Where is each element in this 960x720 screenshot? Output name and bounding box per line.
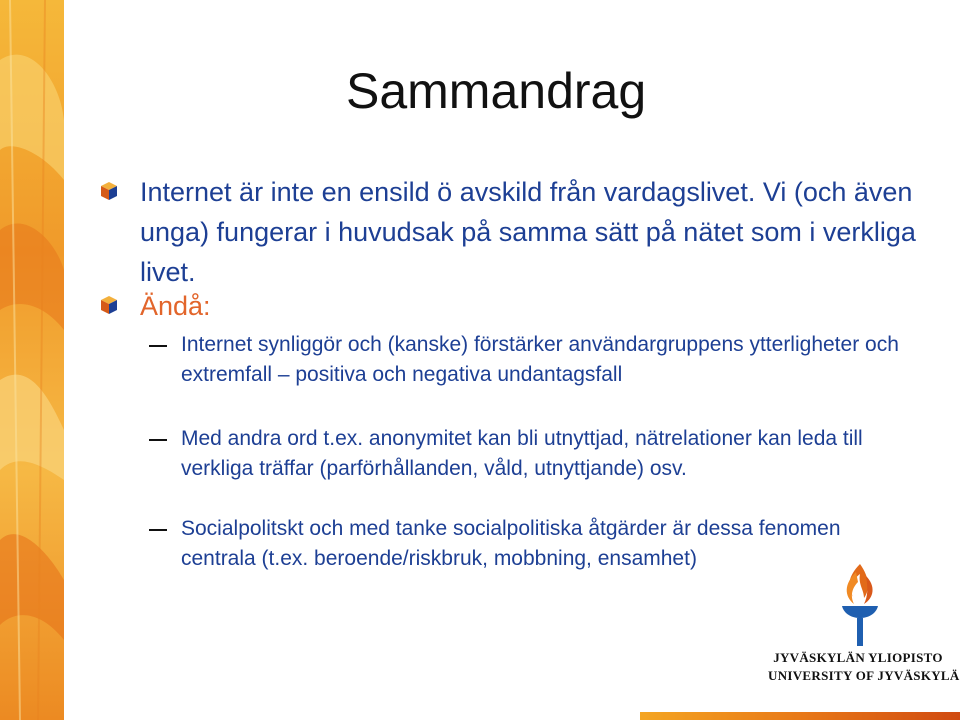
bottom-accent-bar (640, 712, 960, 720)
decorative-leaf-strip (0, 0, 64, 720)
logo-text-english: UNIVERSITY OF JYVÄSKYLÄ (768, 668, 960, 683)
slide-title: Sammandrag (346, 63, 647, 119)
dash-bullet-icon (149, 529, 167, 531)
bullet-item (140, 286, 920, 326)
bullet-item (140, 172, 920, 292)
dash-bullet-icon (149, 345, 167, 347)
bullet-text: Ändå: (140, 291, 211, 321)
sub-bullet-text: Socialpolitskt och med tanke socialpolitiska åtgärder är dessa fenomen centrala (t.ex. beroende/riskbruk, mobbning, ensamhet) (181, 517, 841, 570)
dash-bullet-icon (149, 439, 167, 441)
logo-text-finnish: JYVÄSKYLÄN YLIOPISTO (773, 650, 943, 665)
sub-bullet-text: Internet synliggör och (kanske) förstärker användargruppens ytterligheter och extremfall – positiva och negativa undantagsfall (181, 333, 899, 386)
university-logo (768, 562, 960, 692)
sub-bullet-item (181, 424, 921, 484)
cube-bullet-icon (100, 295, 118, 315)
cube-bullet-icon (100, 181, 118, 201)
sub-bullet-text: Med andra ord t.ex. anonymitet kan bli utnyttjad, nätrelationer kan leda till verkliga träffar (parförhållanden, våld, utnyttjande) osv. (181, 427, 863, 480)
sub-bullet-item (181, 330, 921, 390)
bullet-text: Internet är inte en ensild ö avskild från vardagslivet. Vi (och även unga) fungerar i huvudsak på samma sätt på nätet som i verkliga livet. (140, 177, 916, 287)
torch-flame-icon (768, 562, 948, 648)
